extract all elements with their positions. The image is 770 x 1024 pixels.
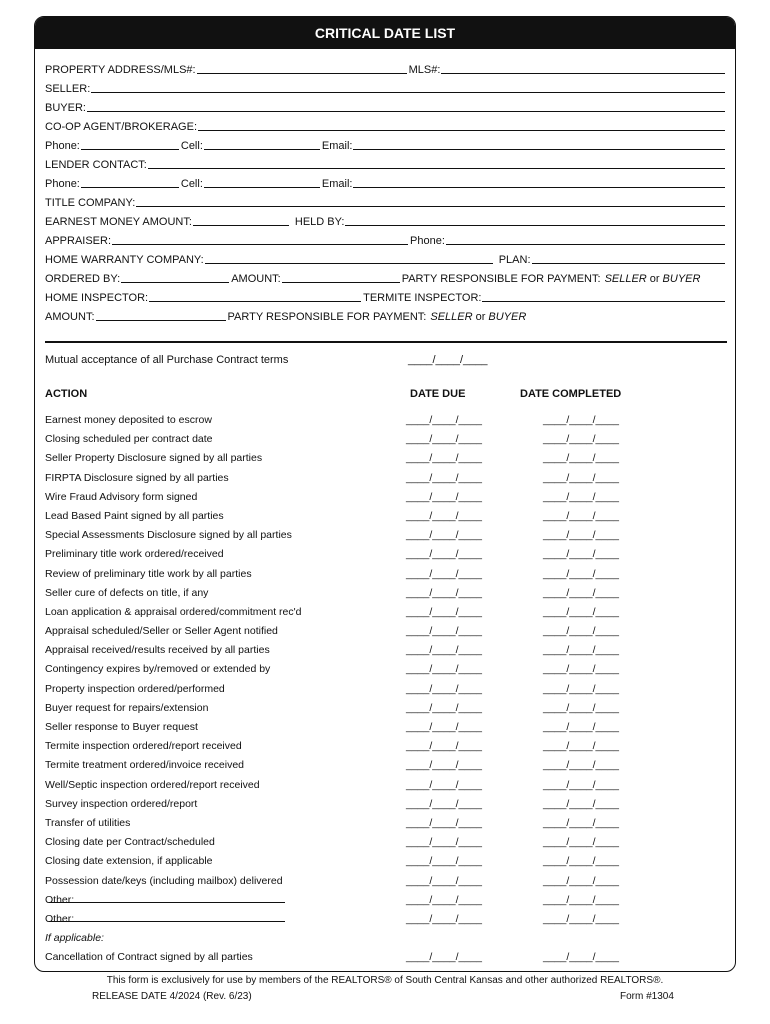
action-label: Well/Septic inspection ordered/report received	[45, 778, 260, 791]
action-label: Appraisal received/results received by all parties	[45, 644, 270, 657]
appraiser-phone-label: Phone:	[410, 235, 445, 247]
date-due-blank[interactable]: ____/____/____	[406, 855, 482, 868]
ordered-by-label: ORDERED BY:	[45, 273, 121, 285]
action-row	[45, 642, 727, 661]
earnest-money-label: EARNEST MONEY AMOUNT:	[45, 216, 192, 228]
inspection-party-label: PARTY RESPONSIBLE FOR PAYMENT:	[227, 311, 427, 323]
date-completed-blank[interactable]: ____/____/____	[543, 759, 619, 772]
date-due-blank[interactable]: ____/____/____	[406, 912, 482, 925]
lender-cell-label: Cell:	[180, 178, 203, 190]
date-completed-blank[interactable]: ____/____/____	[543, 874, 619, 887]
held-by-label: HELD BY:	[294, 216, 345, 228]
action-row	[45, 566, 727, 585]
date-completed-blank[interactable]: ____/____/____	[543, 586, 619, 599]
action-label: Closing date per Contract/scheduled	[45, 836, 215, 849]
inspection-buyer-option[interactable]: BUYER	[488, 311, 527, 323]
mutual-acceptance-label: Mutual acceptance of all Purchase Contract terms	[45, 354, 289, 366]
coop-agent-row	[45, 114, 727, 133]
held-by-input[interactable]	[345, 213, 725, 226]
action-row	[45, 834, 727, 853]
date-completed-blank[interactable]: ____/____/____	[543, 433, 619, 446]
action-label: Preliminary title work ordered/received	[45, 548, 224, 561]
date-due-blank[interactable]	[406, 970, 482, 972]
mutual-acceptance-row	[45, 354, 727, 370]
date-completed-blank[interactable]: ____/____/____	[543, 644, 619, 657]
date-due-blank[interactable]: ____/____/____	[406, 509, 482, 522]
buyer-label: BUYER:	[45, 102, 86, 114]
coop-email-label: Email:	[321, 140, 353, 152]
action-label: Transfer of utilities	[45, 816, 131, 829]
action-label: Wire Fraud Advisory form signed	[45, 490, 198, 503]
appraiser-label: APPRAISER:	[45, 235, 112, 247]
lender-email-input[interactable]	[353, 175, 725, 188]
action-row	[45, 815, 727, 834]
date-completed-blank[interactable]: ____/____/____	[543, 663, 619, 676]
date-completed-blank[interactable]: ____/____/____	[543, 951, 619, 964]
mls-input[interactable]	[441, 61, 725, 74]
date-due-blank[interactable]: ____/____/____	[406, 759, 482, 772]
lender-contact-input[interactable]	[148, 156, 725, 169]
other-action-input[interactable]	[49, 911, 285, 922]
release-date: RELEASE DATE 4/2024 (Rev. 6/23)	[92, 991, 252, 1002]
date-completed-blank[interactable]: ____/____/____	[543, 701, 619, 714]
form-number: Form #1304	[620, 991, 674, 1002]
inspection-seller-option[interactable]: SELLER	[430, 311, 473, 323]
date-completed-blank[interactable]: ____/____/____	[543, 855, 619, 868]
title-company-input[interactable]	[136, 194, 725, 207]
section-divider	[45, 341, 727, 343]
action-label: Lead Based Paint signed by all parties	[45, 509, 224, 522]
action-label: Review of preliminary title work by all parties	[45, 567, 252, 580]
coop-phone-input[interactable]	[81, 137, 179, 150]
lender-phone-row	[45, 171, 727, 190]
date-completed-blank[interactable]: ____/____/____	[543, 625, 619, 638]
date-completed-blank[interactable]: ____/____/____	[543, 797, 619, 810]
property-address-row	[45, 57, 727, 76]
property-address-input[interactable]	[197, 61, 407, 74]
date-due-blank[interactable]: ____/____/____	[406, 471, 482, 484]
action-label: Special Assessments Disclosure signed by all parties	[45, 529, 292, 542]
date-completed-blank[interactable]	[543, 970, 619, 972]
action-row	[45, 719, 727, 738]
coop-agent-input[interactable]	[198, 118, 725, 131]
warranty-buyer-option[interactable]: BUYER	[662, 273, 701, 285]
date-due-blank[interactable]: ____/____/____	[406, 625, 482, 638]
date-due-blank[interactable]: ____/____/____	[406, 529, 482, 542]
home-warranty-label: HOME WARRANTY COMPANY:	[45, 254, 204, 266]
coop-email-input[interactable]	[353, 137, 725, 150]
mutual-acceptance-date[interactable]: ____/____/____	[408, 354, 488, 366]
date-completed-blank[interactable]: ____/____/____	[543, 471, 619, 484]
inspection-amount-row	[45, 304, 727, 323]
date-due-blank[interactable]: ____/____/____	[406, 452, 482, 465]
action-row	[45, 431, 727, 450]
date-due-blank[interactable]: ____/____/____	[406, 893, 482, 906]
action-label: Earnest money deposited to escrow	[45, 414, 212, 426]
action-row	[45, 527, 727, 546]
action-row	[45, 661, 727, 680]
home-inspector-input[interactable]	[149, 289, 361, 302]
ordered-by-row	[45, 266, 727, 285]
appraiser-row	[45, 228, 727, 247]
date-due-blank[interactable]: ____/____/____	[406, 951, 482, 964]
action-label: Cancellation of Contract signed by all parties	[45, 951, 253, 964]
date-completed-header: DATE COMPLETED	[520, 388, 622, 400]
date-completed-blank[interactable]: ____/____/____	[543, 414, 619, 426]
action-label: Loan application & appraisal ordered/commitment rec'd	[45, 605, 302, 618]
date-completed-blank[interactable]: ____/____/____	[543, 721, 619, 733]
home-warranty-row	[45, 247, 727, 266]
action-row	[45, 738, 727, 757]
date-due-blank[interactable]: ____/____/____	[406, 490, 482, 503]
action-label: Contingency expires by/removed or extended by	[45, 663, 271, 676]
date-completed-blank[interactable]: ____/____/____	[543, 893, 619, 906]
plan-input[interactable]	[532, 251, 726, 264]
lender-phone-label: Phone:	[45, 178, 80, 190]
action-row	[45, 796, 727, 815]
date-completed-blank[interactable]: ____/____/____	[543, 740, 619, 753]
action-label: Property inspection ordered/performed	[45, 682, 225, 695]
lender-cell-input[interactable]	[204, 175, 320, 188]
date-due-blank[interactable]: ____/____/____	[406, 548, 482, 561]
coop-phone-row	[45, 133, 727, 152]
date-due-blank[interactable]: ____/____/____	[406, 414, 482, 426]
buyer-input[interactable]	[87, 99, 725, 112]
coop-agent-label: CO-OP AGENT/BROKERAGE:	[45, 121, 197, 133]
form-title: CRITICAL DATE LIST	[35, 17, 735, 49]
date-due-header: DATE DUE	[410, 388, 466, 400]
date-due-blank[interactable]: ____/____/____	[406, 874, 482, 887]
action-row	[45, 968, 727, 972]
mls-label: MLS#:	[408, 64, 441, 76]
date-due-blank[interactable]: ____/____/____	[406, 605, 482, 618]
termite-inspector-label: TERMITE INSPECTOR:	[363, 292, 482, 304]
action-row	[45, 700, 727, 719]
action-row	[45, 585, 727, 604]
date-due-blank[interactable]: ____/____/____	[406, 816, 482, 829]
action-label: Survey inspection ordered/report	[45, 797, 198, 810]
action-label: Closing date extension, if applicable	[45, 855, 213, 868]
date-completed-blank[interactable]: ____/____/____	[543, 452, 619, 465]
earnest-money-input[interactable]	[193, 213, 289, 226]
seller-label: SELLER:	[45, 83, 91, 95]
date-due-blank[interactable]: ____/____/____	[406, 740, 482, 753]
action-row	[45, 757, 727, 776]
date-completed-blank[interactable]: ____/____/____	[543, 912, 619, 925]
inspector-row	[45, 285, 727, 304]
action-label: Closing scheduled per contract date	[45, 433, 213, 446]
date-completed-blank[interactable]: ____/____/____	[543, 682, 619, 695]
action-label: Possession date/keys (including mailbox) delivered	[45, 874, 283, 887]
if-applicable-label: If applicable:	[45, 932, 104, 945]
coop-cell-label: Cell:	[180, 140, 203, 152]
action-label: FIRPTA Disclosure signed by all parties	[45, 471, 229, 484]
form-frame	[34, 16, 736, 972]
action-row	[45, 949, 727, 968]
if-applicable-row	[45, 930, 727, 949]
date-due-blank[interactable]: ____/____/____	[406, 663, 482, 676]
home-warranty-input[interactable]	[205, 251, 493, 264]
buyer-row	[45, 95, 727, 114]
action-row	[45, 623, 727, 642]
date-due-blank[interactable]: ____/____/____	[406, 797, 482, 810]
date-completed-blank[interactable]: ____/____/____	[543, 816, 619, 829]
action-list	[45, 412, 727, 972]
seller-row	[45, 76, 727, 95]
plan-label: PLAN:	[498, 254, 531, 266]
inspection-amount-label: AMOUNT:	[45, 311, 95, 323]
action-row	[45, 681, 727, 700]
date-due-blank[interactable]: ____/____/____	[406, 586, 482, 599]
date-due-blank[interactable]: ____/____/____	[406, 721, 482, 733]
action-row	[45, 508, 727, 527]
date-completed-blank[interactable]: ____/____/____	[543, 490, 619, 503]
lender-email-label: Email:	[321, 178, 353, 190]
action-label: Buyer request for repairs/extension	[45, 701, 209, 714]
property-address-label: PROPERTY ADDRESS/MLS#:	[45, 64, 196, 76]
action-label	[45, 970, 263, 972]
action-row	[45, 546, 727, 565]
action-header: ACTION	[45, 388, 88, 400]
other-action-input[interactable]	[49, 892, 285, 903]
action-label: Seller cure of defects on title, if any	[45, 586, 209, 599]
date-due-blank[interactable]: ____/____/____	[406, 701, 482, 714]
date-completed-blank[interactable]: ____/____/____	[543, 836, 619, 849]
action-label: Seller response to Buyer request	[45, 721, 198, 733]
date-completed-blank[interactable]: ____/____/____	[543, 778, 619, 791]
action-label: Termite inspection ordered/report received	[45, 740, 242, 753]
warranty-party-label: PARTY RESPONSIBLE FOR PAYMENT:	[401, 273, 601, 285]
warranty-amount-input[interactable]	[282, 270, 400, 283]
action-row	[45, 412, 727, 431]
action-row	[45, 892, 727, 911]
earnest-money-row	[45, 209, 727, 228]
warranty-seller-option[interactable]: SELLER	[604, 273, 647, 285]
date-due-blank[interactable]: ____/____/____	[406, 778, 482, 791]
appraiser-phone-input[interactable]	[446, 232, 725, 245]
date-completed-blank[interactable]: ____/____/____	[543, 509, 619, 522]
action-row	[45, 470, 727, 489]
coop-phone-label: Phone:	[45, 140, 80, 152]
action-row	[45, 450, 727, 469]
action-row	[45, 853, 727, 872]
home-inspector-label: HOME INSPECTOR:	[45, 292, 149, 304]
lender-contact-row	[45, 152, 727, 171]
action-label: Other:	[45, 893, 75, 906]
lender-phone-input[interactable]	[81, 175, 179, 188]
inspection-amount-input[interactable]	[96, 308, 226, 321]
date-completed-blank[interactable]: ____/____/____	[543, 548, 619, 561]
date-due-blank[interactable]: ____/____/____	[406, 567, 482, 580]
warranty-or-text: or	[649, 273, 660, 285]
action-label: Appraisal scheduled/Seller or Seller Agent notified	[45, 625, 278, 638]
date-completed-blank[interactable]: ____/____/____	[543, 605, 619, 618]
appraiser-input[interactable]	[112, 232, 408, 245]
action-row	[45, 777, 727, 796]
warranty-amount-label: AMOUNT:	[231, 273, 281, 285]
action-row	[45, 604, 727, 623]
date-due-blank[interactable]: ____/____/____	[406, 644, 482, 657]
lender-contact-label: LENDER CONTACT:	[45, 159, 147, 171]
action-row	[45, 873, 727, 892]
title-company-label: TITLE COMPANY:	[45, 197, 136, 209]
date-due-blank[interactable]: ____/____/____	[406, 836, 482, 849]
footer-notice: This form is exclusively for use by members of the REALTORS® of South Central Kansas and other authorized REALTORS®.	[106, 975, 664, 986]
title-company-row	[45, 190, 727, 209]
action-row	[45, 911, 727, 930]
action-label: Seller Property Disclosure signed by all parties	[45, 452, 263, 465]
date-completed-blank[interactable]: ____/____/____	[543, 567, 619, 580]
date-due-blank[interactable]: ____/____/____	[406, 682, 482, 695]
action-row	[45, 489, 727, 508]
action-label: Other:	[45, 912, 75, 925]
action-label: Termite treatment ordered/invoice received	[45, 759, 245, 772]
inspection-or-text: or	[475, 311, 486, 323]
contact-fields	[45, 57, 727, 323]
date-completed-blank[interactable]: ____/____/____	[543, 529, 619, 542]
date-due-blank[interactable]: ____/____/____	[406, 433, 482, 446]
coop-cell-input[interactable]	[204, 137, 320, 150]
ordered-by-input[interactable]	[121, 270, 229, 283]
termite-inspector-input[interactable]	[482, 289, 725, 302]
seller-input[interactable]	[91, 80, 725, 93]
